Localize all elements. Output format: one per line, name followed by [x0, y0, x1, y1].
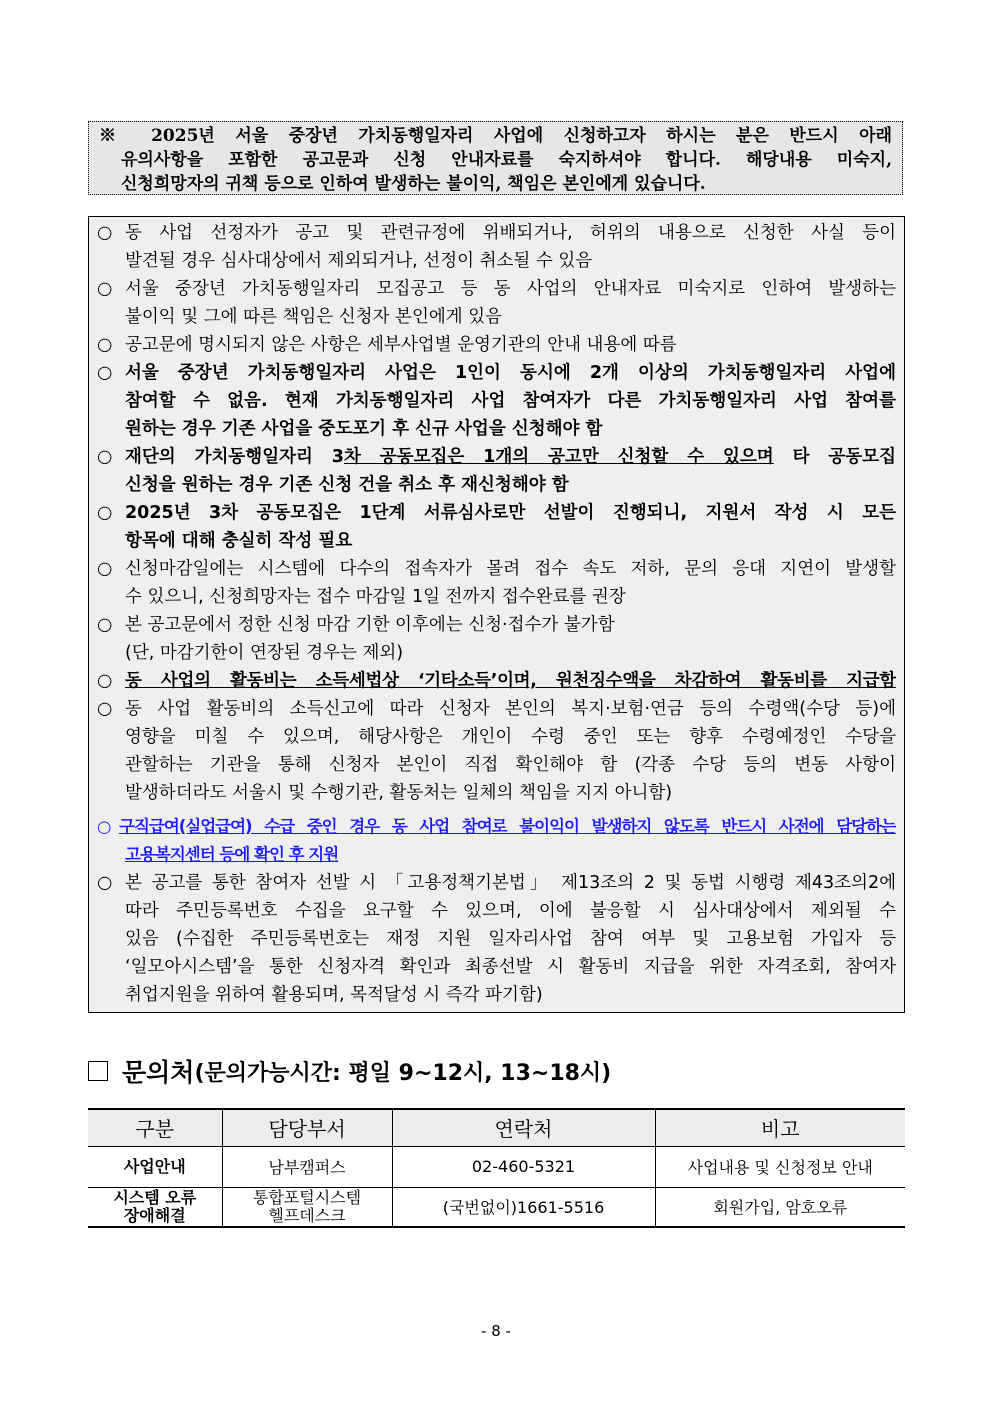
checkbox-square-icon	[88, 1061, 108, 1081]
header-category: 구분	[88, 1109, 222, 1146]
row-phone: (국번없이)1661-5516	[392, 1187, 655, 1227]
circle-bullet-icon: ○	[97, 503, 113, 523]
table-header-row	[88, 1109, 905, 1146]
precaution-text: 공고문에 명시되지 않은 사항은 세부사업별 운영기관의 안내 내용에 따름	[125, 335, 677, 355]
precaution-text: 영향을 미칠 수 있으며, 해당사항은 개인이 수령 중인 또는 향후 수령예정인 수당을	[125, 727, 896, 747]
circle-bullet-icon: ○	[97, 559, 113, 579]
contact-hours: (문의가능시간: 평일 9~12시, 13~18시)	[194, 1060, 612, 1086]
precaution-text: 발견될 경우 심사대상에서 제외되거나, 선정이 취소될 수 있음	[125, 251, 593, 271]
precaution-text: 타 공동모집	[773, 447, 896, 467]
precaution-text: 신청마감일에는 시스템에 다수의 접속자가 몰려 접수 속도 저하, 문의 응대 지연이 발생할	[125, 559, 896, 579]
row-note: 사업내용 및 신청정보 안내	[655, 1146, 905, 1187]
precaution-text: 따라 주민등록번호 수집을 요구할 수 있으며, 이에 불응할 시 심사대상에서 제외될 수	[125, 901, 896, 921]
circle-bullet-icon: ○	[97, 873, 113, 893]
row-note: 회원가입, 암호오류	[655, 1187, 905, 1227]
circle-bullet-icon: ○	[97, 671, 112, 691]
row-dept	[222, 1187, 392, 1227]
circle-bullet-icon: ○	[97, 817, 112, 836]
row-phone: 02-460-5321	[392, 1146, 655, 1187]
precaution-text: 서울 중장년 가치동행일자리 모집공고 등 동 사업의 안내자료 미숙지로 인하여 발생하는	[125, 279, 896, 299]
row-category-line: 장애해결	[123, 1205, 186, 1225]
circle-bullet-icon: ○	[97, 699, 113, 719]
precaution-text: ‘일모아시스템’을 통한 신청자격 확인과 최종선발 시 활동비 지급을 위한 자격조회, 참여자	[125, 957, 896, 977]
precaution-text: 본 공고문에서 정한 신청 마감 기한 이후에는 신청·접수가 불가함	[125, 615, 615, 635]
precaution-text: 2025년 3차 공동모집은 1단계 서류심사로만 선발이 진행되니, 지원서 작성 시 모든	[125, 503, 896, 523]
row-dept-line: 통합포털시스템	[252, 1187, 362, 1207]
precaution-highlight-text: 구직급여(실업급여) 수급 중인 경우 동 사업 참여로 불이익이 발생하지 않도록 반드시 사전에 담당하는	[119, 817, 896, 836]
precaution-text: 취업지원을 위하여 활용되며, 목적달성 시 즉각 파기함)	[125, 985, 543, 1005]
row-dept: 남부캠퍼스	[222, 1146, 392, 1187]
header-dept: 담당부서	[222, 1109, 392, 1146]
notice-box	[88, 121, 903, 195]
row-category	[88, 1187, 222, 1227]
precaution-text: 관할하는 기관을 통해 신청자 본인이 직접 확인해야 함 (각종 수당 등의 변동 사항이	[125, 755, 896, 775]
circle-bullet-icon: ○	[97, 335, 113, 355]
contact-heading	[88, 1053, 611, 1089]
table-row	[88, 1187, 905, 1227]
contact-table	[88, 1108, 905, 1228]
precaution-text: 발생하더라도 서울시 및 수행기관, 활동처는 일체의 책임을 지지 아니함)	[125, 783, 673, 803]
precaution-text: 참여할 수 없음. 현재 가치동행일자리 사업 참여자가 다른 가치동행일자리 사업 참여를	[125, 391, 896, 411]
circle-bullet-icon: ○	[97, 223, 113, 243]
table-row	[88, 1146, 905, 1187]
precaution-text: 불이익 및 그에 따른 책임은 신청자 본인에게 있음	[125, 307, 503, 327]
header-note: 비고	[655, 1109, 905, 1146]
precaution-text: 원하는 경우 기존 사업을 중도포기 후 신규 사업을 신청해야 함	[125, 419, 603, 439]
row-dept-line: 헬프데스크	[268, 1205, 346, 1225]
circle-bullet-icon: ○	[97, 615, 113, 635]
precaution-text: 있음 (수집한 주민등록번호는 재정 지원 일자리사업 참여 여부 및 고용보험 가입자 등	[125, 929, 896, 949]
precaution-text: 신청을 원하는 경우 기존 신청 건을 취소 후 재신청해야 함	[125, 475, 569, 495]
header-phone: 연락처	[392, 1109, 655, 1146]
circle-bullet-icon: ○	[97, 447, 113, 467]
circle-bullet-icon: ○	[97, 279, 113, 299]
precaution-text: 항목에 대해 충실히 작성 필요	[125, 531, 353, 551]
precaution-text: 본 공고를 통한 참여자 선발 시 「고용정책기본법」 제13조의 2 및 동법 시행령 제43조의2에	[125, 873, 896, 893]
page-number: - 8 -	[481, 1322, 511, 1340]
precaution-underlined-text: 차 공동모집은 1개의 공고만 신청할 수 있으며	[343, 447, 774, 467]
notice-line: 신청희망자의 귀책 등으로 인하여 발생하는 불이익, 책임은 본인에게 있습니다.	[121, 174, 706, 194]
notice-line: 유의사항을 포함한 공고문과 신청 안내자료를 숙지하셔야 합니다. 해당내용 미숙지,	[121, 150, 892, 170]
precaution-text: 동 사업의 활동비는 소득세법상 ‘기타소득’이며, 원천징수액을 차감하여 활동비를 지급함	[125, 671, 896, 691]
precaution-text: 동 사업 선정자가 공고 및 관련규정에 위배되거나, 허위의 내용으로 신청한 사실 등이	[125, 223, 896, 243]
row-category-line: 시스템 오류	[113, 1187, 197, 1207]
circle-bullet-icon: ○	[97, 363, 113, 383]
notice-line: ※ 2025년 서울 중장년 가치동행일자리 사업에 신청하고자 하시는 분은 반드시 아래	[99, 126, 892, 146]
row-category: 사업안내	[88, 1146, 222, 1187]
precaution-text: 수 있으니, 신청희망자는 접수 마감일 1일 전까지 접수완료를 권장	[125, 587, 626, 607]
contact-title: 문의처	[122, 1058, 195, 1087]
precaution-text: 동 사업 활동비의 소득신고에 따라 신청자 본인의 복지·보험·연금 등의 수령액(수당 등)에	[125, 699, 896, 719]
precaution-text: 재단의 가치동행일자리 3	[125, 447, 344, 467]
precaution-text: (단, 마감기한이 연장된 경우는 제외)	[125, 643, 404, 663]
precaution-text: 서울 중장년 가치동행일자리 사업은 1인이 동시에 2개 이상의 가치동행일자리 사업에	[125, 363, 896, 383]
precautions-box	[88, 216, 905, 1013]
precaution-highlight-text: 고용복지센터 등에 확인 후 지원	[125, 845, 339, 864]
